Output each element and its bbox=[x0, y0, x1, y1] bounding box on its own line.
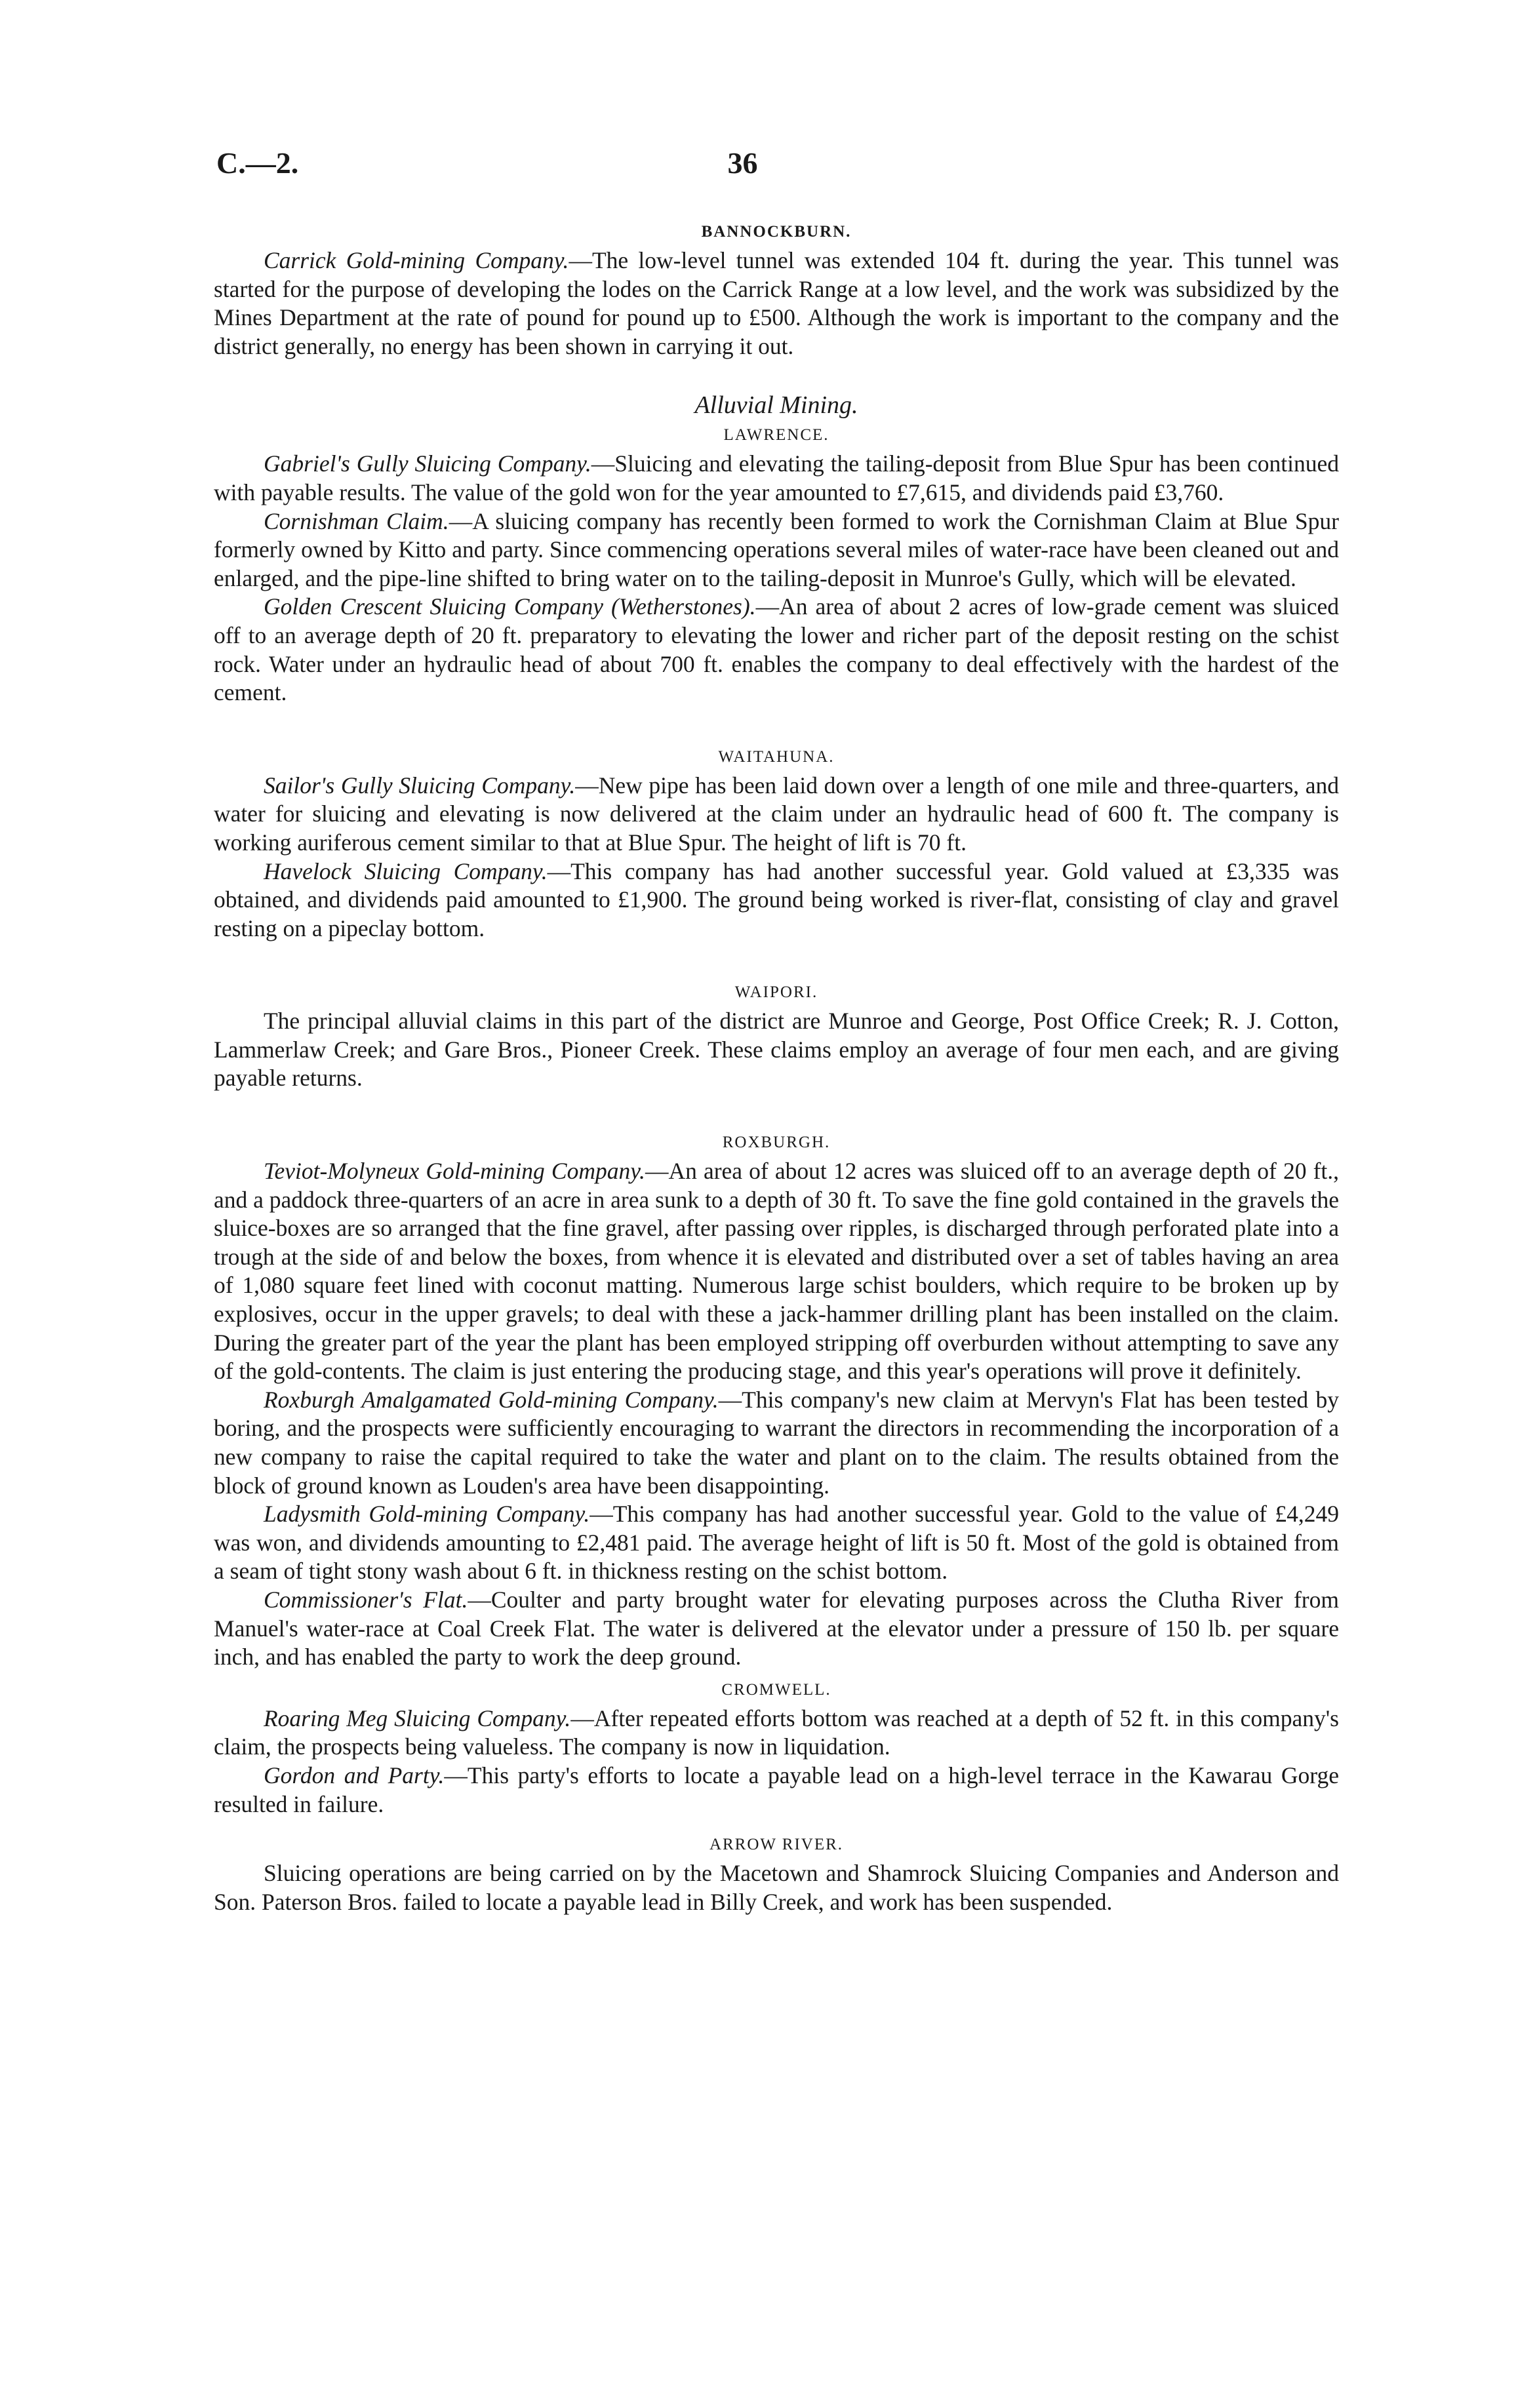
paragraph-text: —An area of about 2 acres of low-grade cement was sluiced off to an average depth of 20 ft. preparatory to elevating the lower and richer part of the deposit resting on the schist rock. Water under an hydraulic head of about 700 ft. enables the company to deal effectively with the hardest of the cement. bbox=[214, 593, 1339, 706]
paragraph-sailors-gully bbox=[214, 772, 1339, 858]
paragraph-gordon-and-party bbox=[214, 1762, 1339, 1819]
alluvial-mining-heading: Alluvial Mining. bbox=[694, 391, 858, 420]
paragraph-lead: Roxburgh Amalgamated Gold-mining Company. bbox=[264, 1386, 719, 1413]
paragraph-lead: Commissioner's Flat. bbox=[264, 1586, 468, 1613]
paragraph-text: —After repeated efforts bottom was reached at a depth of 52 ft. in this company's claim, the prospects being valueless. The company is now in liquidation. bbox=[214, 1705, 1339, 1760]
paragraph-carrick bbox=[214, 247, 1339, 361]
document-body bbox=[214, 218, 1339, 1916]
section-heading-waitahuna: WAITAHUNA. bbox=[718, 747, 835, 766]
section-heading-arrow-river: ARROW RIVER. bbox=[709, 1836, 844, 1854]
paragraph-lead: Havelock Sluicing Company. bbox=[264, 858, 548, 884]
paragraph-lead: Roaring Meg Sluicing Company. bbox=[264, 1705, 571, 1731]
paragraph-text: —Sluicing and elevating the tailing-deposit from Blue Spur has been continued with payable results. The value of the gold won for the year amounted to £7,615, and dividends paid £3,760. bbox=[214, 450, 1339, 505]
paragraph-lead: Golden Crescent Sluicing Company (Wetherstones). bbox=[264, 593, 756, 620]
paragraph-havelock bbox=[214, 858, 1339, 943]
paragraph-lead: Teviot-Molyneux Gold-mining Company. bbox=[264, 1158, 645, 1185]
paragraph-text: —This party's efforts to locate a payable lead on a high-level terrace in the Kawarau Gorge resulted in failure. bbox=[214, 1762, 1339, 1817]
paragraph-ladysmith bbox=[214, 1500, 1339, 1586]
paragraph-lead: Cornishman Claim. bbox=[264, 507, 449, 534]
paragraph-text: —A sluicing company has recently been formed to work the Cornishman Claim at Blue Spur formerly owned by Kitto and party. Since commencing operations several miles of water-race have been cleaned out and enlarged, and the pipe-line shifted to bring water on to the tailing-deposit in Munroe's Gully, which will be elevated. bbox=[214, 507, 1339, 591]
paragraph-lead: Sailor's Gully Sluicing Company. bbox=[264, 772, 576, 799]
paragraph-text: —An area of about 12 acres was sluiced off to an average depth of 20 ft., and a paddock three-quarters of an acre in area sunk to a depth of 30 ft. To save the fine gold contained in the gravels the sluice-boxes are so arranged that the fine gravel, after passing over ripples, is discharged through perforated plate into a trough at the side of and below the boxes, from whence it is elevated and distributed over a set of tables having an area of 1,080 square feet lined with coconut matting. Numerous large schist boulders, which require to be broken up by explosives, occur in the upper gravels; to deal with these a jack-hammer drilling plant has been installed on the claim. During the greater part of the year the plant has been employed stripping off overburden without attempting to save any of the gold-contents. The claim is just entering the producing stage, and this year's operations will prove it definitely. bbox=[214, 1158, 1339, 1385]
paragraph-text: —This company has had another successful year. Gold valued at £3,335 was obtained, and dividends paid amounted to £1,900. The ground being worked is river-flat, consisting of clay and gravel resting on a pipeclay bottom. bbox=[214, 858, 1339, 941]
section-heading-waipori: WAIPORI. bbox=[734, 983, 818, 1002]
paragraph-roxburgh-amalgamated bbox=[214, 1386, 1339, 1500]
section-heading-bannockburn: BANNOCKBURN. bbox=[701, 223, 852, 241]
paragraph-lead: Gabriel's Gully Sluicing Company. bbox=[264, 450, 591, 477]
paragraph-text: —Coulter and party brought water for elevating purposes across the Clutha River from Manuel's water-race at Coal Creek Flat. The water is delivered at the elevator under a pressure of 150 lb. per square inch, and has enabled the party to work the deep ground. bbox=[214, 1586, 1339, 1670]
paragraph-lead: Carrick Gold-mining Company. bbox=[264, 247, 569, 273]
page-number: 36 bbox=[727, 146, 758, 180]
paragraph-teviot-molyneux bbox=[214, 1157, 1339, 1386]
paragraph-gabriels-gully bbox=[214, 450, 1339, 507]
paragraph-text: —This company's new claim at Mervyn's Flat has been tested by boring, and the prospects were sufficiently encouraging to warrant the directors in recommending the incorporation of a new company to raise the capital required to take the water and plant on to the claim. The results obtained from the block of ground known as Louden's area have been disappointing. bbox=[214, 1386, 1339, 1499]
paragraph-roaring-meg bbox=[214, 1705, 1339, 1762]
document-reference: C.—2. bbox=[216, 146, 299, 180]
paragraph-cornishman bbox=[214, 507, 1339, 593]
section-heading-cromwell: CROMWELL. bbox=[721, 1680, 831, 1699]
paragraph-arrow-river: Sluicing operations are being carried on by the Macetown and Shamrock Sluicing Companies and Anderson and Son. Paterson Bros. failed to locate a payable lead in Billy Creek, and work has been suspended. bbox=[214, 1860, 1339, 1915]
paragraph-text: —New pipe has been laid down over a length of one mile and three-quarters, and water for sluicing and elevating is now delivered at the claim under an hydraulic head of 600 ft. The company is working auriferous cement similar to that at Blue Spur. The height of lift is 70 ft. bbox=[214, 772, 1340, 856]
page-header bbox=[216, 146, 1348, 191]
paragraph-golden-crescent bbox=[214, 593, 1339, 707]
section-heading-lawrence: LAWRENCE. bbox=[723, 426, 829, 444]
paragraph-waipori: The principal alluvial claims in this part of the district are Munroe and George, Post Office Creek; R. J. Cotton, Lammerlaw Creek; and Gare Bros., Pioneer Creek. These claims employ an average of four men each, and are giving payable returns. bbox=[214, 1008, 1339, 1092]
paragraph-text: —This company has had another successful year. Gold to the value of £4,249 was won, and dividends amounting to £2,481 paid. The average height of lift is 50 ft. Most of the gold is obtained from a seam of tight stony wash about 6 ft. in thickness resting on the schist bottom. bbox=[214, 1501, 1339, 1585]
paragraph-lead: Ladysmith Gold-mining Company. bbox=[264, 1501, 590, 1528]
paragraph-commissioners-flat bbox=[214, 1586, 1339, 1672]
section-heading-roxburgh: ROXBURGH. bbox=[722, 1134, 831, 1152]
paragraph-text: —The low-level tunnel was extended 104 ft. during the year. This tunnel was started for the purpose of developing the lodes on the Carrick Range at a low level, and the work was subsidized by the Mines Department at the rate of pound for pound up to £500. Although the work is important to the company and the district generally, no energy has been shown in carrying it out. bbox=[214, 247, 1339, 359]
paragraph-lead: Gordon and Party. bbox=[264, 1762, 445, 1788]
